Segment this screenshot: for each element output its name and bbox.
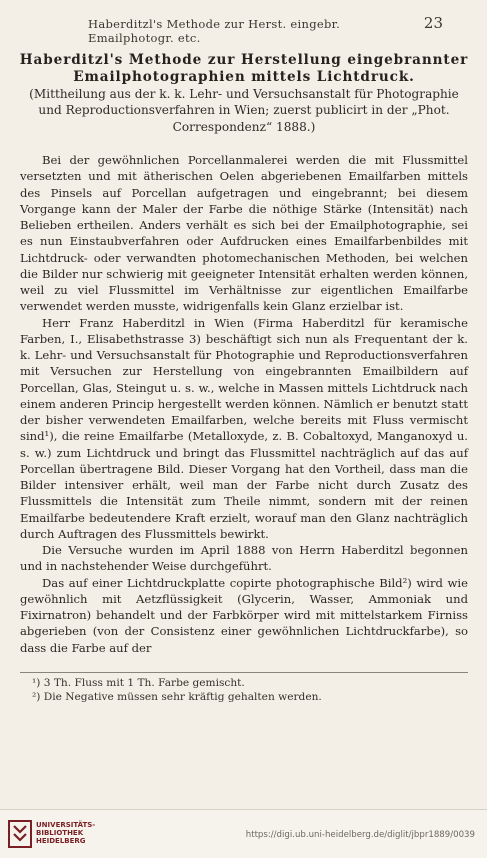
digitization-footer bbox=[0, 809, 487, 858]
source-url-link[interactable]: https://digi.ub.uni-heidelberg.de/diglit/jbpr1889/0039 bbox=[245, 830, 475, 840]
article-body bbox=[20, 152, 468, 656]
running-head: Haberditzl's Methode zur Herst. eingebr. Emailphotogr. etc. bbox=[88, 17, 341, 45]
article-title: Haberditzl's Methode zur Herstellung eingebrannter Emailphotographien mittels Lichtdruck. bbox=[19, 52, 469, 85]
article-subtitle: (Mittheilung aus der k. k. Lehr- und Versuchsanstalt für Photographie und Reproductionsverfahren in Wien; zuerst publicirt in der „Phot. Correspondenz“ 1888.) bbox=[29, 87, 459, 134]
footnotes bbox=[20, 672, 468, 704]
paragraph: Bei der gewöhnlichen Porcellanmalerei werden die mit Flussmittel versetzten und mit ätherischen Oelen abgeriebenen Emailfarben mittels des Pinsels auf Porcellan aufgetragen und eingebrannt; bei diesem Vorgange kann der Maler der Farbe die nöthige Stärke (Intensität) nach Belieben ertheilen. Anders verhält es sich bei der Emailphotographie, sei es nun Einstaubverfahren oder Aufdrucken eines Emailfarbenbildes mit Lichtdruck- oder verwandten photomechanischen Methoden, bei welchen die Bilder nur schwierig mit geeigneter Intensität erhalten werden können, weil zu viel Flussmittel im Verhältnisse zur eigentlichen Emailfarbe verwendet werden musste, widrigenfalls kein Glanz erzielbar ist. bbox=[20, 153, 468, 314]
paragraph: Die Versuche wurden im April 1888 von Herrn Haberditzl begonnen und in nachstehender Weise durchgeführt. bbox=[20, 543, 468, 574]
page-number: 23 bbox=[423, 14, 443, 32]
paragraph: Herr Franz Haberditzl in Wien (Firma Haberditzl für keramische Farben, I., Elisabethstrasse 3) beschäftigt sich nun als Frequentant der k. k. Lehr- und Versuchsanstalt für Photographie und Reproductionsverfahren mit Versuchen zur Herstellung von eingebrannten Emailbildern auf Porcellan, Glas, Steingut u. s. w., welche in Massen mittels Lichtdruck nach einem anderen Princip hergestellt werden können. Nämlich er benutzt statt der bisher verwendeten Emailfarben, welche bereits mit Fluss vermischt sind¹), die reine Emailfarbe (Metalloxyde, z. B. Cobaltoxyd, Manganoxyd u. s. w.) zum Lichtdruck und bringt das Flussmittel nachträglich auf das auf Porcellan übertragene Bild. Dieser Vorgang hat den Vortheil, dass man die Bilder intensiver erhält, weil man der Farbe nicht durch Zusatz des Flussmittels die Intensität zum Theile nimmt, sondern mit der reinen Emailfarbe bedeutendere Kraft erzielt, worauf man den Glanz nachträglich durch Auftragen des Flussmittels bewirkt. bbox=[20, 315, 468, 541]
paragraph: Das auf einer Lichtdruckplatte copirte photographische Bild²) wird wie gewöhnlich mit Aetzflüssigkeit (Glycerin, Wasser, Ammoniak und Fixirnatron) behandelt und der Farbkörper wird mit mittelstarkem Firniss abgerieben (von der Consistenz einer gewöhnlichen Lichtdruckfarbe), so dass die Farbe auf der bbox=[20, 575, 468, 655]
university-library-logo-icon bbox=[8, 820, 32, 848]
library-logo-text: UNIVERSITÄTS- BIBLIOTHEK HEIDELBERG bbox=[36, 821, 96, 845]
footnote: ¹) 3 Th. Fluss mit 1 Th. Farbe gemischt. bbox=[32, 677, 245, 689]
footnote: ²) Die Negative müssen sehr kräftig gehalten werden. bbox=[32, 691, 322, 703]
